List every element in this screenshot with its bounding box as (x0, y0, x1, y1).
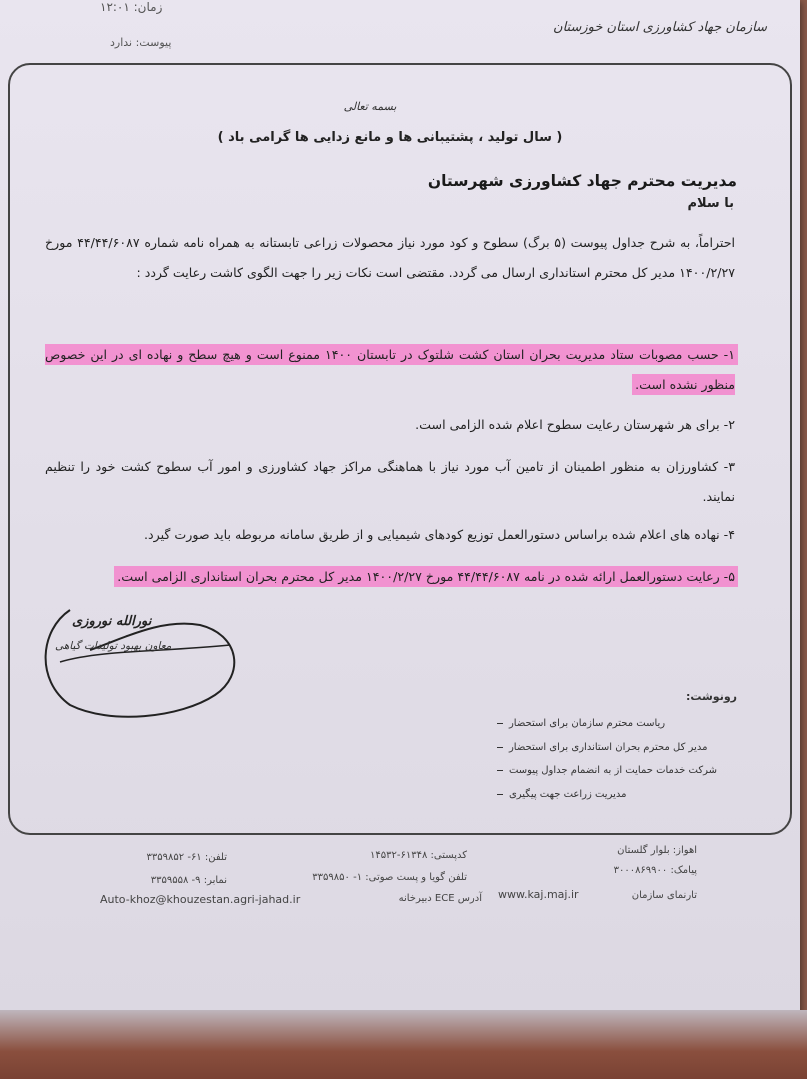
footer-fax: نمابر: ۹- ۳۳۵۹۵۵۸ (150, 875, 227, 886)
dash-icon (497, 747, 503, 748)
footer-postal-code: کدپستی: ۶۱۳۴۸-۱۴۵۳۲ (370, 850, 467, 861)
dash-icon (497, 770, 503, 771)
intro-paragraph: احتراماً، به شرح جداول پیوست (۵ برگ) سطوح و کود مورد نیاز محصولات زراعی تابستانه به همراه نامه شماره ۴۴/۴۴/۶۰۸۷ مورخ ۱۴۰۰/۲/۲۷ مدیر کل محترم استانداری ارسال می گردد. مقتضی است نکات زیر را جهت الگوی کاشت رعایت گردد : (45, 235, 735, 280)
dash-icon (497, 723, 503, 724)
item-4: ۴- نهاده های اعلام شده براساس دستورالعمل توزیع کودهای شیمیایی و از طریق سامانه مربوطه باید صورت گیرد. (144, 527, 735, 542)
footer-sms: پیامک: ۳۰۰۰۸۶۹۹۰۰ (613, 865, 697, 876)
item-3: ۳- کشاورزان به منظور اطمینان از تامین آب مورد نیاز با هماهنگی مراکز جهاد کشاورزی و امور آب سطوح کشت خود را تنظیم نمایند. (45, 459, 735, 504)
dash-icon (497, 794, 503, 795)
cc-title: رونوشت: (685, 690, 737, 703)
highlighted-item-5: ۵- رعایت دستورالعمل ارائه شده در نامه ۴۴/۴۴/۶۰۸۷ مورخ ۱۴۰۰/۲/۲۷ مدیر کل محترم بحران استانداری الزامی است. (117, 569, 735, 584)
signature-scribble (30, 590, 260, 725)
time-line: زمان: ۱۲:۰۱ (100, 0, 163, 14)
attachment-line: پیوست: ندارد (110, 36, 172, 49)
footer-phone: تلفن: ۶۱- ۳۳۵۹۸۵۲ (146, 852, 227, 863)
organization-name: سازمان جهاد کشاورزی استان خوزستان (553, 20, 767, 35)
greeting: با سلام (687, 196, 734, 211)
addressee: مدیریت محترم جهاد کشاورزی شهرستان (427, 172, 737, 190)
item-2: ۲- برای هر شهرستان رعایت سطوح اعلام شده الزامی است. (415, 417, 735, 432)
highlighted-item-1: ۱- حسب مصوبات ستاد مدیریت بحران استان کشت شلتوک در تابستان ۱۴۰۰ ممنوع است و هیچ سطح و نهاده ای در این خصوص منظور نشده است. (45, 347, 735, 392)
cc-item: مدیر کل محترم بحران استانداری برای استحضار (497, 736, 717, 760)
cc-list (497, 712, 717, 806)
footer-address: اهواز: بلوار گلستان (617, 845, 697, 856)
cc-item: ریاست محترم سازمان برای استحضار (497, 712, 717, 736)
year-slogan: ( سال تولید ، پشتیبانی ها و مانع زدایی ها گرامی باد ) (217, 130, 563, 145)
cc-item: مدیریت زراعت جهت پیگیری (497, 783, 717, 807)
footer-voice: تلفن گویا و پست صوتی: ۱- ۳۳۵۹۸۵۰ (312, 872, 467, 883)
bismillah: بسمه تعالی (343, 100, 397, 113)
footer-ece-label: آدرس ECE دبیرخانه (398, 893, 482, 904)
item-5 (45, 562, 735, 592)
footer-website[interactable]: www.kaj.maj.ir (498, 888, 579, 901)
signatory-title: معاون بهبود تولیدات گیاهی (55, 640, 172, 652)
item-1 (45, 340, 735, 400)
signatory-name: نورالله نوروزی (72, 614, 152, 629)
cc-item: شرکت خدمات حمایت از به انضمام جداول پیوست (497, 759, 717, 783)
footer-email[interactable]: Auto-khoz@khouzestan.agri-jahad.ir (100, 893, 301, 906)
desk-surface (0, 1010, 807, 1079)
footer-website-label: تارنمای سازمان (631, 890, 697, 901)
